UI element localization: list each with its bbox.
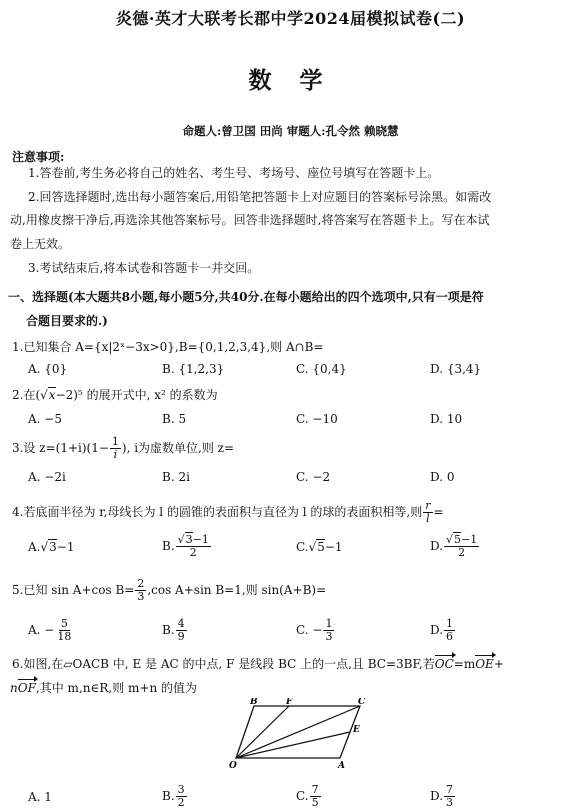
q5-option-d [430, 618, 456, 643]
q4-option-c: C.√5−1 [296, 540, 343, 554]
header-school: 长郡中学2024届模拟试卷(二) [237, 9, 466, 28]
q5-option-b-frac [176, 618, 187, 643]
q6-stem-eq: =m [453, 657, 476, 671]
q1-option-c: C. {0,4} [296, 362, 347, 376]
q5-option-a-num: 5 [60, 617, 68, 630]
q5-option-a-frac [55, 618, 73, 643]
q6-stem-post: ,其中 m,n∈R,则 m+n 的值为 [35, 681, 197, 695]
q4-option-a-rad: 3 [49, 540, 57, 554]
section1-heading: 一、选择题(本大题共8小题,每小题5分,共40分.在每小题给出的四个选项中,只有一项是符 [8, 290, 484, 304]
q4-option-a-post: −1 [56, 540, 75, 554]
label-f: F [286, 698, 293, 707]
q4-option-c-label: C. [296, 540, 309, 554]
q4-option-b-label: B. [162, 539, 175, 553]
q6-option-d-frac [444, 784, 455, 809]
q4-option-c-post: −1 [324, 540, 343, 554]
q5-option-c-label: C. − [296, 623, 323, 637]
q6-option-b-frac [176, 784, 187, 809]
q6-option-c [296, 784, 322, 809]
subject-title: 数 学 [248, 67, 333, 94]
q6-option-b [162, 784, 188, 809]
q4-option-b-den: 2 [189, 546, 197, 559]
q3-option-c: C. −2 [296, 470, 331, 484]
q6-stem-pre: 6.如图,在▱OACB 中, E 是 AC 的中点, F 是线段 BC 上的一点,且 BC=3BF,若 [12, 657, 435, 671]
q5-fraction [135, 578, 146, 603]
q4-option-b-frac [176, 534, 211, 559]
q4-option-b-num: √3−1 [177, 533, 209, 546]
q4-stem [12, 500, 444, 525]
q6-option-d-den: 3 [446, 796, 454, 809]
q5-option-a-label: A. − [28, 623, 55, 637]
q5-option-c-num: 1 [325, 617, 333, 630]
q5-option-b [162, 618, 188, 643]
q6-stem-line1 [12, 655, 504, 672]
q6-option-b-label: B. [162, 789, 175, 803]
q3-stem [12, 436, 234, 461]
notice-item-2-cont: 动,用橡皮擦干净后,再选涂其他答案标号。回答非选择题时,将答案写在答题卡上。写在本试 [10, 213, 490, 227]
segment-oc [236, 706, 360, 758]
q3-option-b: B. 2i [162, 470, 190, 484]
notice-heading: 注意事项: [12, 150, 65, 164]
q5-stem [12, 578, 326, 603]
q2-stem-radicand: x [48, 388, 56, 402]
authors-line: 命题人:曾卫国 田尚 审题人:孔令然 赖晓慧 [182, 124, 399, 138]
q3-stem-post: ), i为虚数单位,则 z= [121, 441, 235, 455]
q4-stem-post: = [433, 505, 444, 519]
q5-option-c [296, 618, 335, 643]
q5-frac-den: 3 [137, 590, 145, 603]
q5-option-b-label: B. [162, 623, 175, 637]
q4-option-a-label: A. [28, 540, 41, 554]
q6-stem-plus: + [493, 657, 504, 671]
q3-stem-pre: 3.设 z=(1+i)(1− [12, 441, 109, 455]
q5-option-d-num: 1 [446, 617, 454, 630]
q4-option-b [162, 534, 212, 559]
segment-of [236, 706, 289, 758]
q2-stem-post: −2)⁵ 的展开式中, x² 的系数为 [55, 388, 218, 402]
q4-option-b-num-rad: 3 [185, 533, 193, 546]
q6-option-a: A. 1 [28, 790, 52, 804]
q6-option-d [430, 784, 456, 809]
q5-option-b-num: 4 [177, 617, 185, 630]
q4-frac-den: l [426, 512, 430, 525]
q1-option-d: D. {3,4} [430, 362, 482, 376]
notice-item-1: 1.答卷前,考生务必将自己的姓名、考生号、考场号、座位号填写在答题卡上。 [28, 166, 440, 180]
q3-frac-den: i [113, 448, 118, 461]
q5-option-c-frac [323, 618, 334, 643]
q4-option-d-num-post: −1 [461, 533, 478, 546]
q3-option-d: D. 0 [430, 470, 455, 484]
q2-option-d: D. 10 [430, 412, 463, 426]
notice-item-2-end: 卷上无效。 [10, 237, 71, 251]
segment-oe [236, 732, 350, 758]
label-c: C [358, 698, 366, 707]
q4-frac-num: r [425, 499, 431, 512]
q4-option-d-frac [444, 534, 479, 559]
q4-fraction [423, 500, 432, 525]
label-o: O [229, 761, 237, 770]
q3-fraction [110, 436, 121, 461]
q6-vec-oc: OC [434, 657, 454, 671]
parallelogram-diagram [228, 698, 378, 770]
q1-option-a: A. {0} [28, 362, 68, 376]
q6-option-c-label: C. [296, 789, 309, 803]
q6-option-d-label: D. [430, 789, 444, 803]
q5-option-d-label: D. [430, 623, 444, 637]
section1-heading-cont: 合题目要求的.) [26, 314, 108, 328]
label-a: A [338, 761, 345, 770]
q3-option-a: A. −2i [28, 470, 66, 484]
q1-stem: 1.已知集合 A={x|2ˣ−3x>0},B={0,1,2,3,4},则 A∩B= [12, 340, 324, 354]
q5-option-c-den: 3 [325, 630, 333, 643]
q2-stem-pre: 2.在( [12, 388, 41, 402]
q4-stem-pre: 4.若底面半径为 r,母线长为 l 的圆锥的表面积与直径为 l 的球的表面积相等,则 [12, 505, 423, 519]
label-e: E [353, 725, 360, 735]
q5-option-d-den: 6 [446, 630, 454, 643]
q6-stem-n: n [10, 681, 18, 695]
q2-stem: 2.在(√x−2)⁵ 的展开式中, x² 的系数为 [12, 388, 218, 402]
q4-option-c-rad: 5 [317, 540, 325, 554]
q4-option-d-den: 2 [458, 546, 466, 559]
q4-option-d [430, 534, 480, 559]
q6-option-c-den: 5 [311, 796, 319, 809]
q6-vec-oe: OE [475, 657, 494, 671]
q3-frac-num: 1 [111, 435, 119, 448]
q4-option-d-num: √5−1 [446, 533, 478, 546]
q6-vec-of: OF [17, 681, 36, 695]
q2-option-c: C. −10 [296, 412, 338, 426]
q5-stem-pre: 5.已知 sin A+cos B= [12, 583, 135, 597]
q6-option-d-num: 7 [446, 783, 454, 796]
q4-option-d-num-rad: 5 [454, 533, 462, 546]
notice-item-3: 3.考试结束后,将本试卷和答题卡一并交回。 [28, 261, 260, 275]
notice-item-2: 2.回答选择题时,选出每小题答案后,用铅笔把答题卡上对应题目的答案标号涂黑。如需改 [28, 190, 492, 204]
q1-option-b: B. {1,2,3} [162, 362, 225, 376]
q5-stem-post: ,cos A+sin B=1,则 sin(A+B)= [147, 583, 327, 597]
q5-frac-num: 2 [137, 577, 145, 590]
q6-option-c-num: 7 [311, 783, 319, 796]
label-b: B [250, 698, 258, 707]
q4-option-a: A.√3−1 [28, 540, 75, 554]
q6-option-b-num: 3 [177, 783, 185, 796]
q2-option-b: B. 5 [162, 412, 187, 426]
q5-option-b-den: 9 [177, 630, 185, 643]
q6-option-c-frac [310, 784, 321, 809]
q2-option-a: A. −5 [28, 412, 62, 426]
exam-header [0, 6, 581, 29]
header-brand: 炎德·英才大联考 [115, 9, 238, 28]
q6-option-b-den: 2 [177, 796, 185, 809]
q5-option-a [28, 618, 74, 643]
q4-option-d-label: D. [430, 539, 444, 553]
q6-stem-line2 [10, 679, 197, 696]
q4-option-b-num-post: −1 [192, 533, 209, 546]
q5-option-d-frac [444, 618, 455, 643]
q5-option-a-den: 18 [57, 630, 72, 643]
